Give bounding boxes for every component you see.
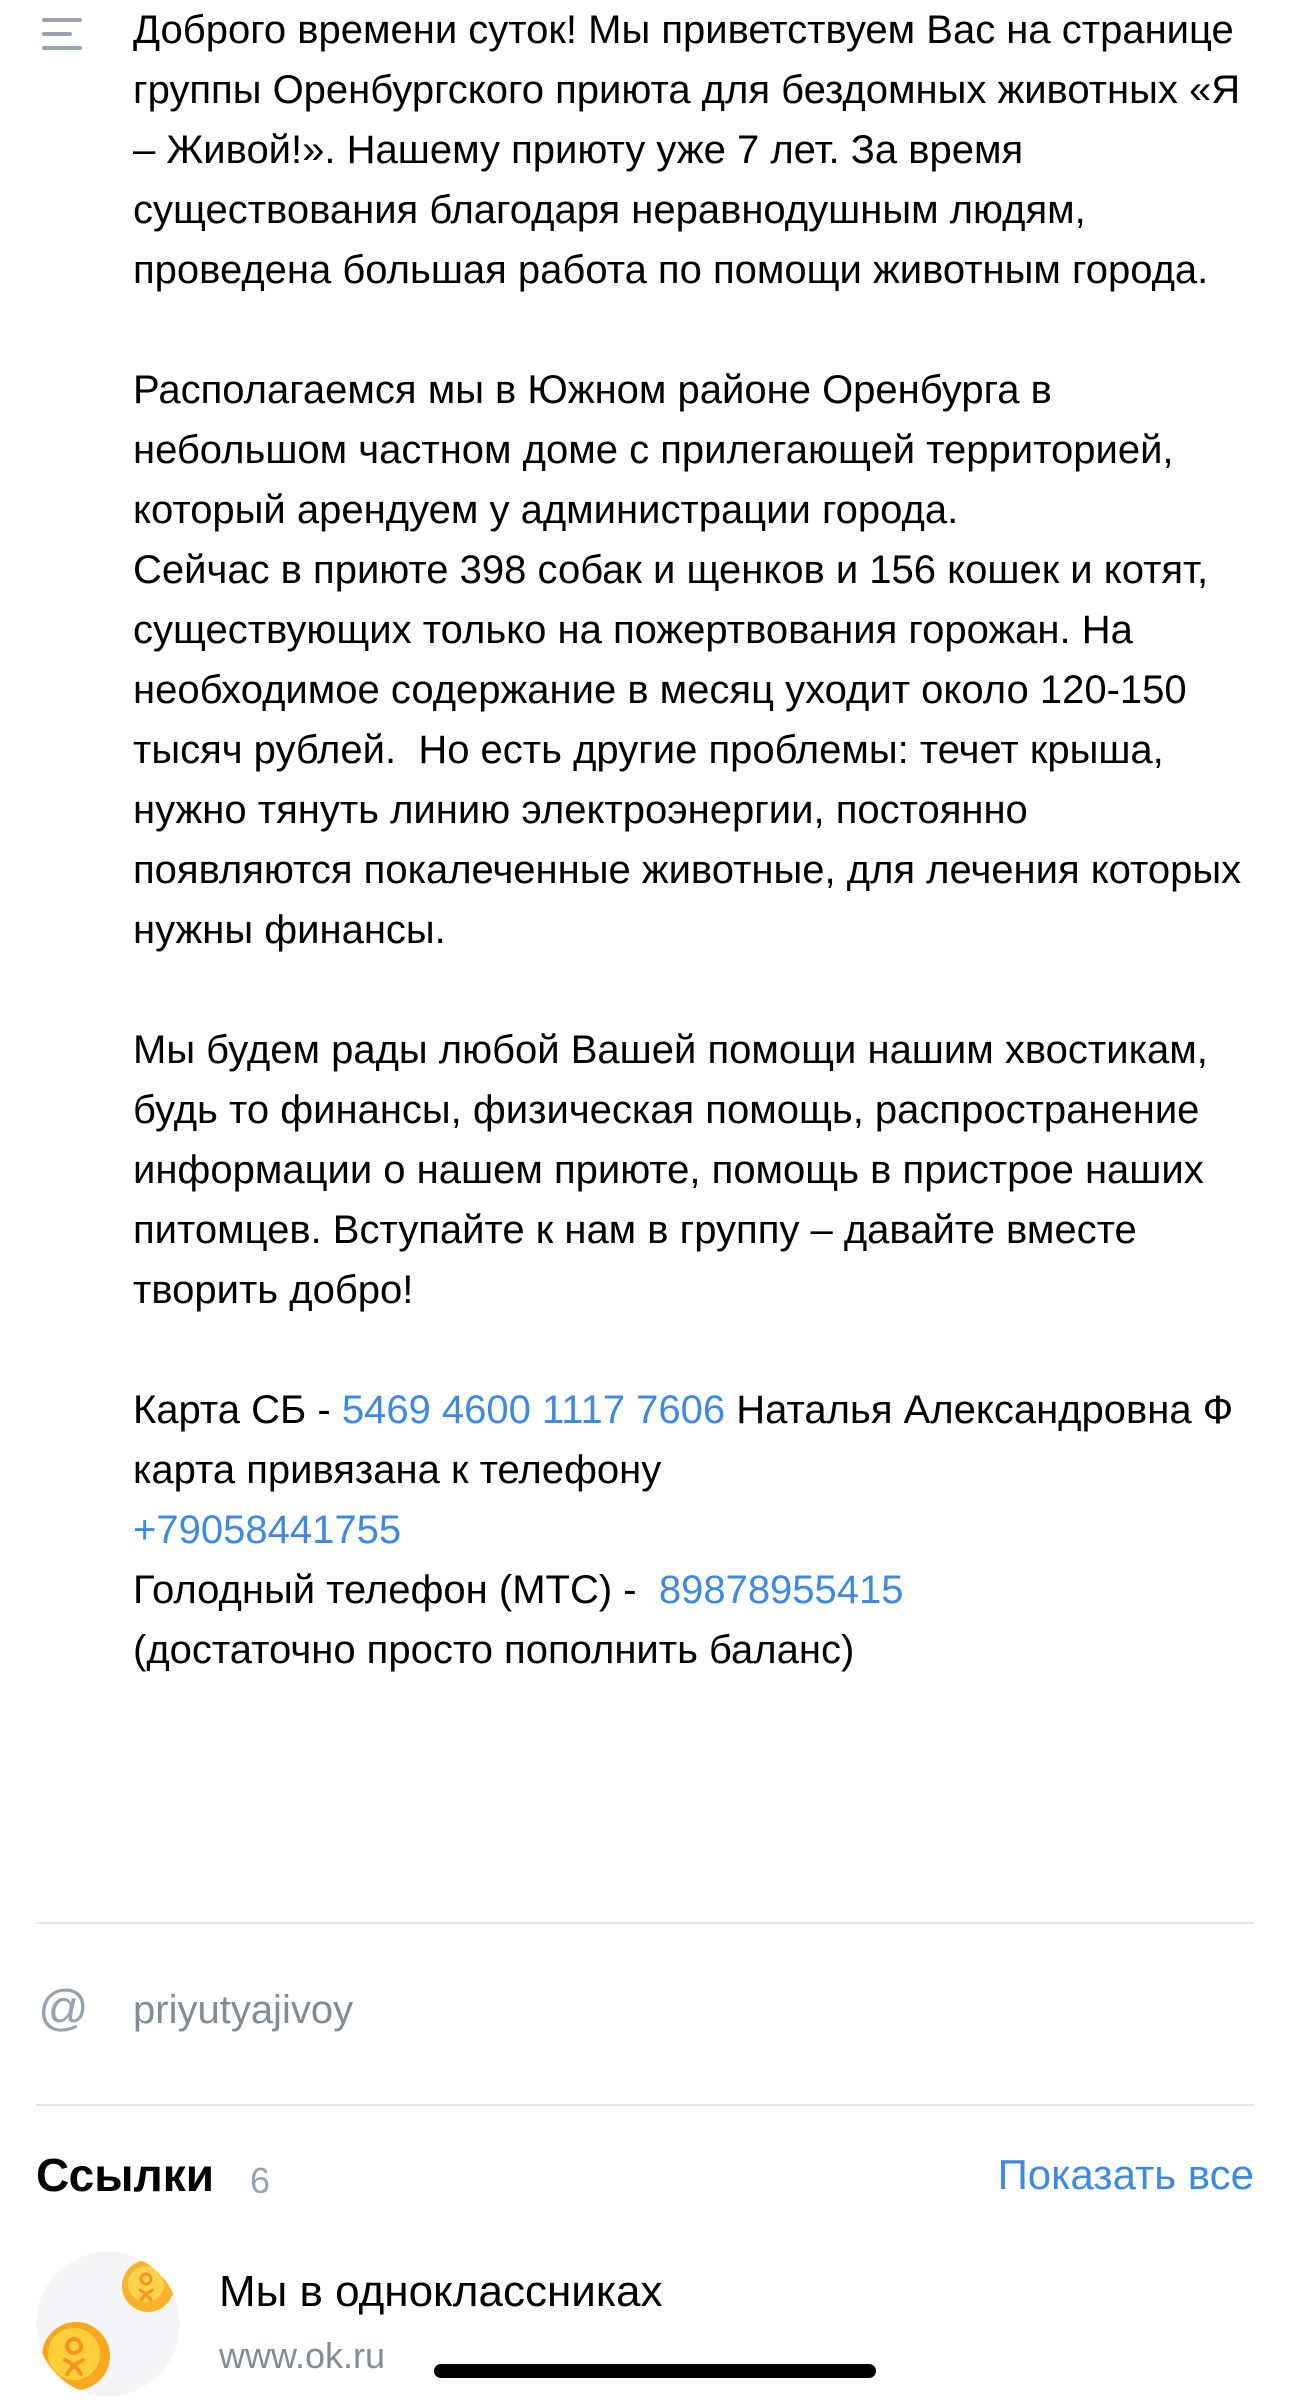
show-all-links-button[interactable]: Показать все	[997, 2151, 1254, 2198]
description-paragraph: Располагаемся мы в Южном районе Оренбурга в небольшом частном доме с прилегающей территорией, который арендуем у администрации города.	[133, 368, 1185, 532]
divider	[36, 2104, 1254, 2106]
links-header	[36, 2140, 1254, 2210]
home-indicator	[434, 2364, 876, 2378]
card-number-link[interactable]: 5469 4600 1117 7606	[341, 1388, 726, 1432]
card-info	[133, 1380, 1258, 1560]
group-handle: priyutyajivoy	[133, 1988, 354, 2032]
hungry-phone-prefix: Голодный телефон (МТС) -	[133, 1568, 659, 1612]
divider	[36, 1922, 1254, 1924]
hungry-phone-link[interactable]: 89878955415	[658, 1568, 904, 1612]
at-icon: @	[38, 1980, 89, 2036]
description-paragraph: Мы будем рады любой Вашей помощи нашим хвостикам, будь то финансы, физическая помощь, распространение информации о нашем приюте, помощь в пристрое наших питомцев. Вступайте к нам в группу – давайте вместе творить добро!	[133, 1028, 1219, 1312]
description-paragraph: Доброго времени суток! Мы приветствуем Вас на странице группы Оренбургского приюта для бездомных животных «Я – Живой!». Нашему приюту уже 7 лет. За время существования благодаря неравнодушным людям, проведена большая работа по помощи животным города.	[133, 8, 1252, 292]
description-icon	[38, 14, 90, 58]
card-prefix: Карта СБ -	[133, 1388, 342, 1432]
links-title: Ссылки	[36, 2149, 215, 2201]
link-url: www.ok.ru	[219, 2335, 386, 2376]
card-phone-link[interactable]: +79058441755	[133, 1508, 402, 1552]
odnoklassniki-icon	[36, 2252, 180, 2396]
description-paragraph: Сейчас в приюте 398 собак и щенков и 156 кошек и котят, существующих только на пожертвования горожан. На необходимое содержание в месяц уходит около 120-150 тысяч рублей. Но есть другие проблемы: течет крыша, нужно тянуть линию электроэнергии, постоянно появляются покалеченные животные, для лечения которых нужны финансы.	[133, 548, 1253, 952]
hungry-phone-info	[133, 1560, 1258, 1620]
group-description	[133, 0, 1258, 1680]
hungry-phone-note: (достаточно просто пополнить баланс)	[133, 1628, 855, 1672]
links-count: 6	[250, 2160, 271, 2201]
group-handle-row[interactable]	[0, 1960, 1290, 2060]
link-name: Мы в одноклассниках	[219, 2267, 663, 2316]
card-suffix: Наталья Александровна Ф карта привязана к телефону	[133, 1388, 1245, 1492]
